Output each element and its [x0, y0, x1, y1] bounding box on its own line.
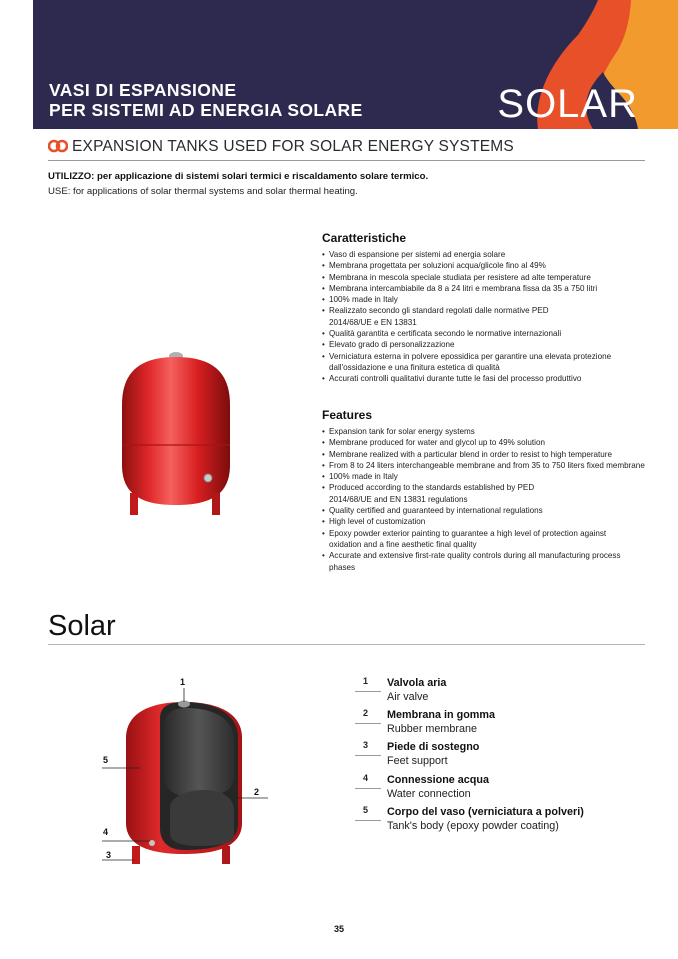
list-item: • High level of customization — [322, 516, 652, 527]
legend-rule — [355, 755, 381, 756]
legend-rule — [355, 820, 381, 821]
legend-item-rubber-membrane — [355, 708, 645, 738]
legend-label-it: Corpo del vaso (verniciatura a polveri) — [387, 806, 584, 818]
section-title: Solar — [48, 610, 116, 642]
list-item: • Vaso di espansione per sistemi ad energia solare — [322, 249, 652, 260]
header-title — [49, 80, 363, 120]
tank-cutaway-diagram — [100, 678, 270, 873]
subheading-bar — [48, 137, 645, 161]
list-item: • 100% made in Italy — [322, 294, 652, 305]
header-title-line1: VASI DI ESPANSIONE — [49, 80, 237, 100]
legend-item-air-valve — [355, 676, 645, 706]
features-list — [322, 426, 652, 573]
list-item: • Accurati controlli qualitativi durante tutte le fasi del processo produttivo — [322, 373, 652, 384]
legend-label-en: Feet support — [387, 755, 448, 767]
list-item: • Membrane realized with a particular blend in order to resist to high temperature — [322, 449, 652, 460]
legend-rule — [355, 723, 381, 724]
list-item: • Verniciatura esterna in polvere epossidica per garantire una elevata protezione dall'ossidazione e una finitura estetica di qualità — [322, 351, 652, 374]
legend-label-en: Air valve — [387, 691, 429, 703]
list-item: • Qualità garantita e certificata secondo le normative internazionali — [322, 328, 652, 339]
list-item: • Membrana intercambiabile da 8 a 24 litri e membrana fissa da 35 a 750 litri — [322, 283, 652, 294]
legend-rule — [355, 788, 381, 789]
red-tank-image — [112, 345, 246, 520]
legend-number: 2 — [363, 708, 369, 718]
legend-item-tank-body — [355, 805, 645, 835]
caratteristiche-list — [322, 249, 652, 385]
list-item: • Realizzato secondo gli standard regolati dalle normative PED 2014/68/UE e EN 13831 — [322, 305, 652, 328]
legend-item-feet-support — [355, 740, 645, 770]
diagram-label-2: 2 — [254, 787, 260, 797]
list-item: • From 8 to 24 liters interchangeable membrane and from 35 to 750 liters fixed membrane — [322, 460, 652, 471]
page-number: 35 — [333, 924, 344, 934]
legend-label-it: Connessione acqua — [387, 774, 489, 786]
legend-number: 4 — [363, 773, 369, 783]
list-item: • Elevato grado di personalizzazione — [322, 339, 652, 350]
usage-english: USE: for applications of solar thermal systems and solar thermal heating. — [48, 186, 358, 197]
legend-label-it: Valvola aria — [387, 677, 447, 689]
legend-number: 5 — [363, 805, 369, 815]
legend-item-water-connection — [355, 773, 645, 803]
header-band — [33, 0, 678, 129]
subheading-text: EXPANSION TANKS USED FOR SOLAR ENERGY SYSTEMS — [72, 138, 514, 155]
list-item: • Membrana progettata per soluzioni acqua/glicole fino al 49% — [322, 260, 652, 271]
list-item: • Quality certified and guaranteed by international regulations — [322, 505, 652, 516]
diagram-label-1: 1 — [180, 677, 186, 687]
legend-label-en: Rubber membrane — [387, 723, 478, 735]
legend-label-en: Tank's body (epoxy powder coating) — [387, 820, 559, 832]
brand-logo-icon — [48, 139, 68, 153]
list-item: • Expansion tank for solar energy systems — [322, 426, 652, 437]
list-item: • 100% made in Italy — [322, 471, 652, 482]
section-divider — [48, 644, 645, 645]
list-item: • Membrane produced for water and glycol up to 49% solution — [322, 437, 652, 448]
legend-number: 3 — [363, 740, 369, 750]
list-item: • Accurate and extensive first-rate quality controls during all manufacturing process phases — [322, 550, 652, 573]
legend-label-it: Membrana in gomma — [387, 709, 495, 721]
legend-label-en: Water connection — [387, 788, 471, 800]
features-title: Features — [322, 408, 373, 422]
brand-label: SOLAR — [497, 82, 638, 126]
list-item: • Epoxy powder exterior painting to guarantee a high level of protection against oxidation and a fine aesthetic final quality — [322, 528, 652, 551]
list-item: • Produced according to the standards established by PED 2014/68/UE and EN 13831 regulations — [322, 482, 652, 505]
list-item: • Membrana in mescola speciale studiata per resistere ad alte temperature — [322, 272, 652, 283]
legend-number: 1 — [363, 676, 369, 686]
caratteristiche-title: Caratteristiche — [322, 231, 407, 245]
legend-rule — [355, 691, 381, 692]
diagram-label-5: 5 — [103, 755, 109, 765]
header-title-line2: PER SISTEMI AD ENERGIA SOLARE — [49, 100, 363, 120]
usage-italian: UTILIZZO: per applicazione di sistemi solari termici e riscaldamento solare termico. — [48, 171, 429, 182]
legend-label-it: Piede di sostegno — [387, 741, 480, 753]
diagram-label-4: 4 — [103, 827, 109, 837]
diagram-label-3: 3 — [106, 850, 112, 860]
